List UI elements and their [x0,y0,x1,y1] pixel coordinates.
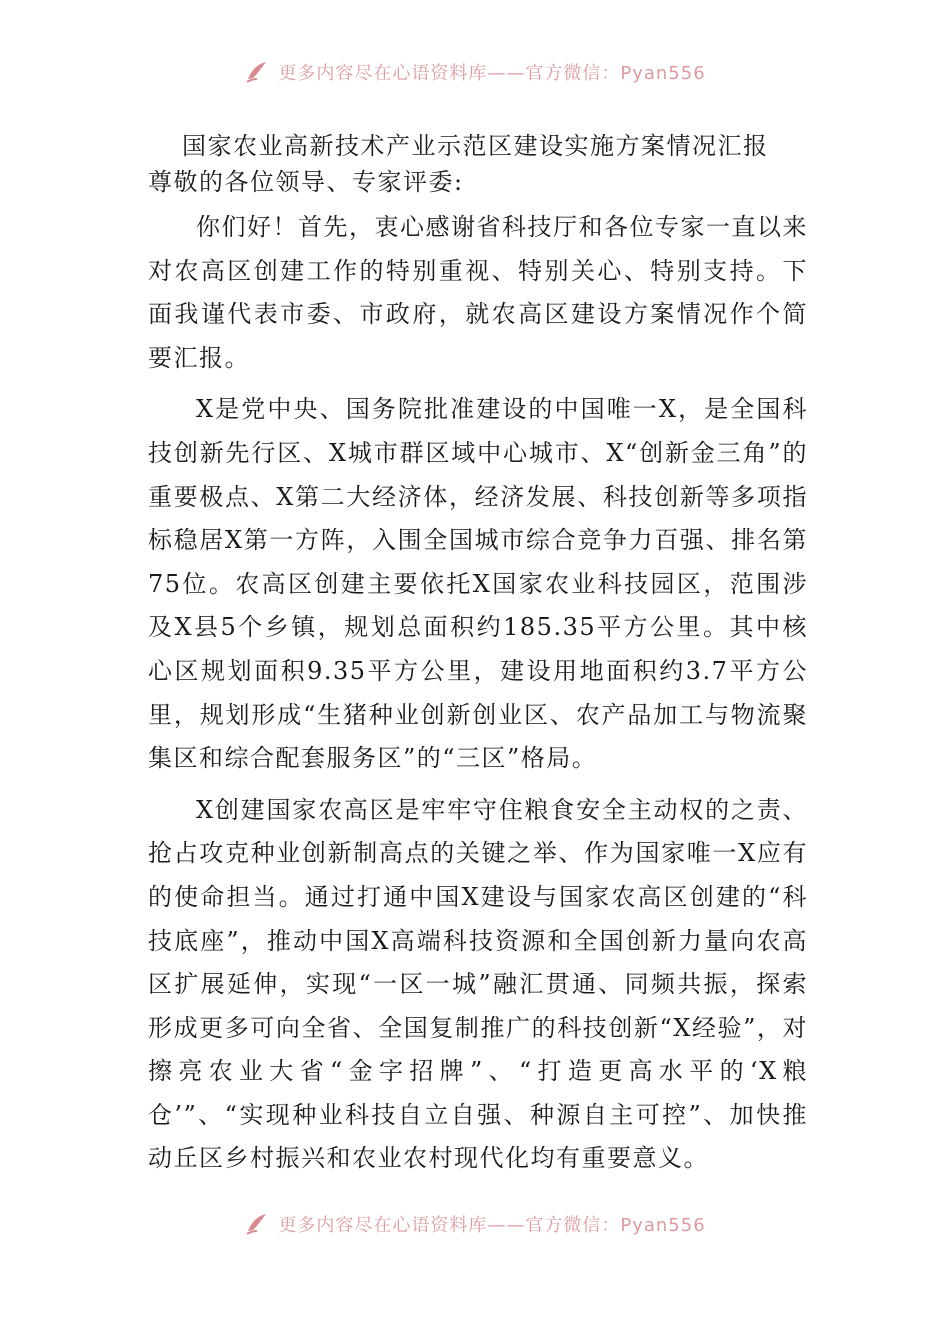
salutation: 尊敬的各位领导、专家评委: [148,168,464,196]
watermark-text: 更多内容尽在心语资料库——官方微信：Pyan556 [278,63,706,84]
document-body [148,128,808,1189]
paragraph-greeting: 你们好！首先，衷心感谢省科技厅和各位专家一直以来对农高区创建工作的特别重视、特别关心、特别支持。下面我谨代表市委、市政府，就农高区建设方案情况作个简要汇报。 [148,213,808,372]
document-title: 国家农业高新技术产业示范区建设实施方案情况汇报 [182,132,769,160]
watermark-footer [0,1207,950,1241]
quill-logo-icon [244,59,270,85]
quill-logo-icon [244,1211,270,1237]
watermark-text: 更多内容尽在心语资料库——官方微信：Pyan556 [278,1215,706,1236]
paragraph-overview: X是党中央、国务院批准建设的中国唯一X，是全国科技创新先行区、X城市群区域中心城市、X“创新金三角”的重要极点、X第二大经济体，经济发展、科技创新等多项指标稳居X第一方阵，入围全国城市综合竞争力百强、排名第75位。农高区创建主要依托X国家农业科技园区，范围涉及X县5个乡镇，规划总面积约185.35平方公里。其中核心区规划面积9.35平方公里，建设用地面积约3.7平方公里，规划形成“生猪种业创新创业区、农产品加工与物流聚集区和综合配套服务区”的“三区”格局。 [148,395,808,773]
watermark-header [0,55,950,89]
paragraph-significance: X创建国家农高区是牢牢守住粮食安全主动权的之责、抢占攻克种业创新制高点的关键之举、作为国家唯一X应有的使命担当。通过打通中国X建设与国家农高区创建的“科技底座”，推动中国X高端科技资源和全国创新力量向农高区扩展延伸，实现“一区一城”融汇贯通、同频共振，探索形成更多可向全省、全国复制推广的科技创新“X经验”，对擦亮农业大省“金字招牌”、“打造更高水平的‘X粮仓’”、“实现种业科技自立自强、种源自主可控”、加快推动丘区乡村振兴和农业农村现代化均有重要意义。 [148,795,808,1173]
